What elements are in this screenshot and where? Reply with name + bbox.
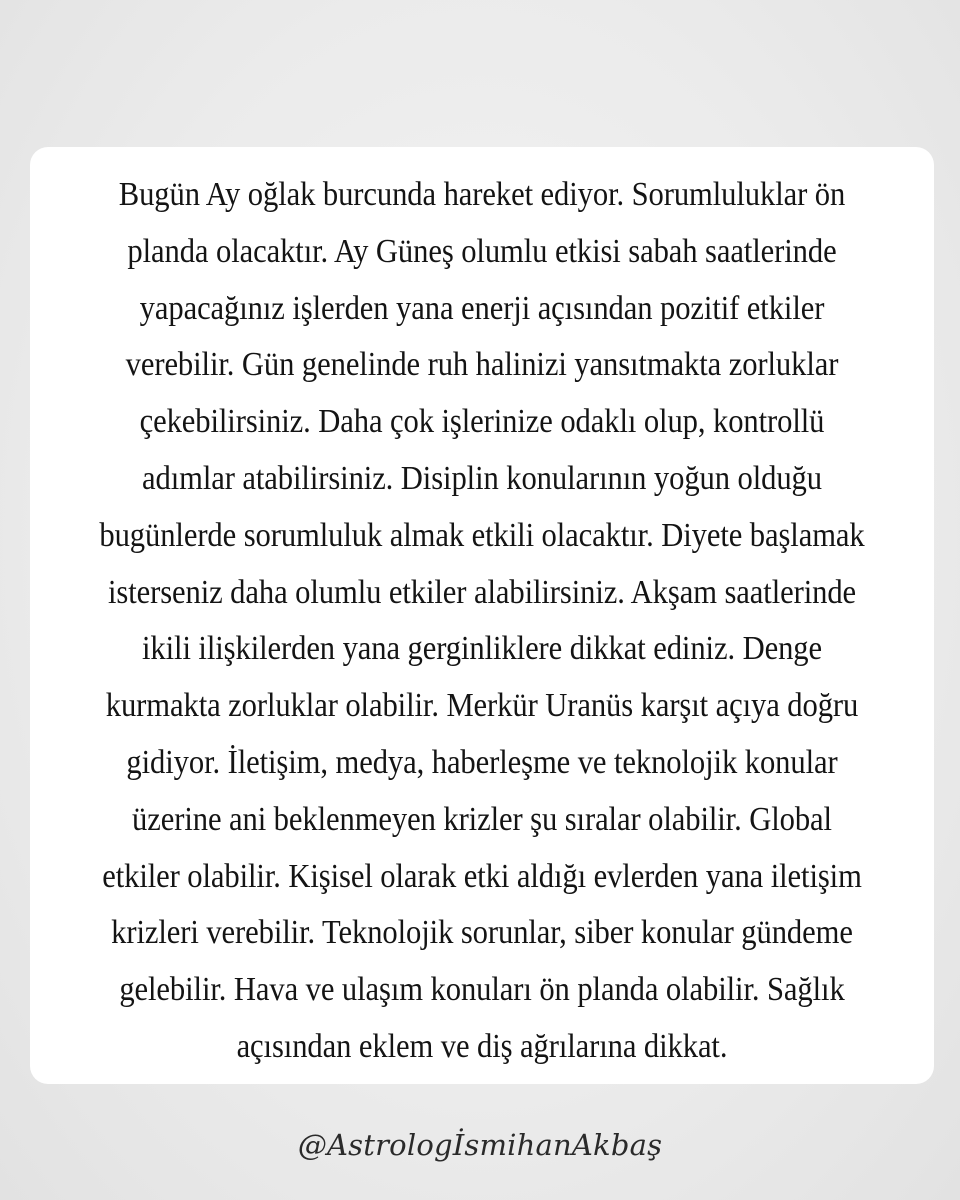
post-text-line: adımlar atabilirsiniz. Disiplin konularının yoğun olduğu xyxy=(142,459,822,497)
post-text-line: isterseniz daha olumlu etkiler alabilirsiniz. Akşam saatlerinde xyxy=(107,573,857,611)
post-text-line: gelebilir. Hava ve ulaşım konuları ön planda olabilir. Sağlık xyxy=(119,971,845,1009)
post-text-line: etkiler olabilir. Kişisel olarak etki aldığı evlerden yana iletişim xyxy=(102,857,862,895)
post-text-line: verebilir. Gün genelinde ruh halinizi yansıtmakta zorluklar xyxy=(125,346,839,384)
post-text-line: üzerine ani beklenmeyen krizler şu sıralar olabilir. Global xyxy=(132,800,832,838)
post-text-line: krizleri verebilir. Teknolojik sorunlar, siber konular gündeme xyxy=(111,914,853,952)
post-text-line: gidiyor. İletişim, medya, haberleşme ve teknolojik konular xyxy=(126,743,838,781)
post-text-line: çekebilirsiniz. Daha çok işlerinize odaklı olup, kontrollü xyxy=(139,403,825,441)
author-handle-signature: @AstrologİsmihanAkbaş xyxy=(297,1128,663,1162)
post-text-line: yapacağınız işlerden yana enerji açısından pozitif etkiler xyxy=(139,289,825,327)
post-text-line: bugünlerde sorumluluk almak etkili olacaktır. Diyete başlamak xyxy=(99,516,865,554)
post-text-line: kurmakta zorluklar olabilir. Merkür Uranüs karşıt açıya doğru xyxy=(105,687,859,725)
post-text-line: Bugün Ay oğlak burcunda hareket ediyor. Sorumluluklar ön xyxy=(118,176,846,213)
post-text-card xyxy=(30,147,934,1084)
post-text-line: ikili ilişkilerden yana gerginliklere dikkat ediniz. Denge xyxy=(142,630,822,668)
post-text-line: planda olacaktır. Ay Güneş olumlu etkisi sabah saatlerinde xyxy=(127,232,837,270)
post-text-line: açısından eklem ve diş ağrılarına dikkat. xyxy=(236,1027,728,1065)
